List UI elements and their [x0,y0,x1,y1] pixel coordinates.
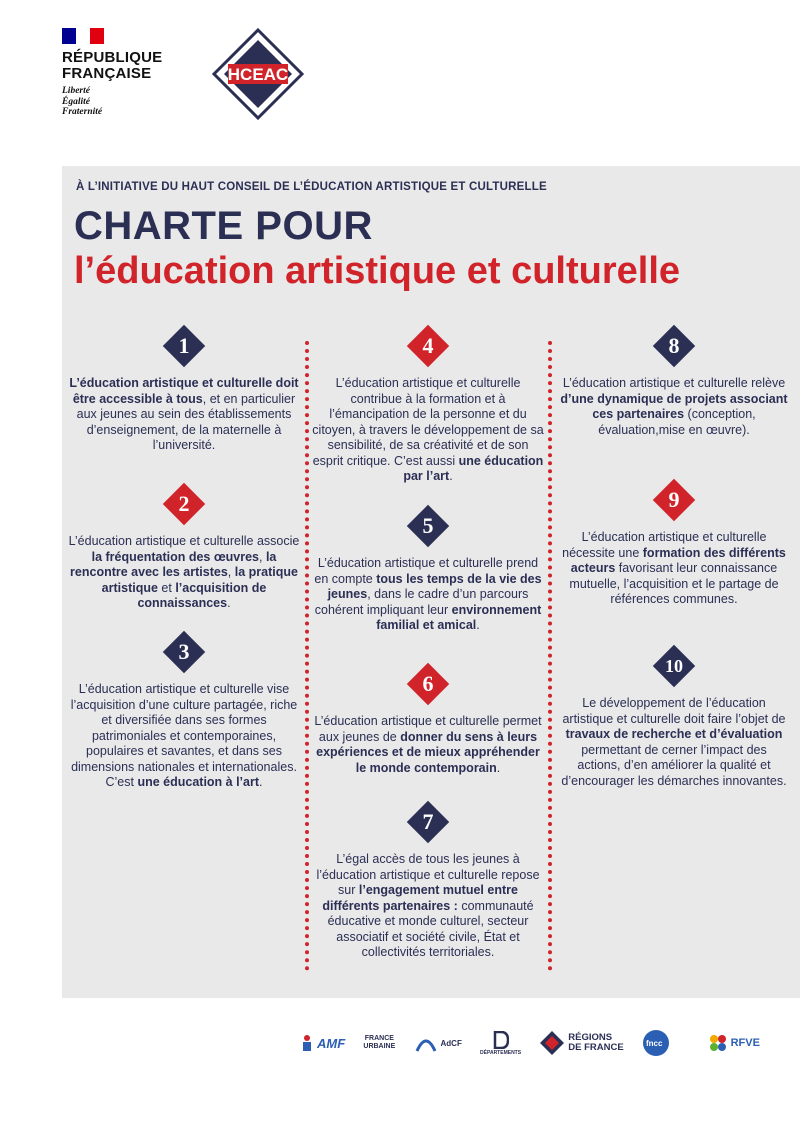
number-diamond-icon [160,480,208,528]
charter-item-1 [68,322,300,454]
item-text [312,376,544,485]
item-number: 1 [178,333,190,358]
item-text-segment: communauté éducative et monde culturel, secteur associatif et société civile, État et collectivités territoriales. [327,898,534,959]
item-number: 3 [178,639,190,664]
item-text-segment: . [496,760,501,775]
item-text-segment: L’éducation artistique et culturelle associe [68,534,300,548]
item-text-segment: et [157,580,176,595]
item-text-emphasis: la rencontre avec les artistes [70,549,277,579]
republique-francaise-logo [62,28,172,118]
item-text-segment: (conception, évaluation,mise en œuvre). [598,407,756,437]
item-number: 2 [178,491,190,516]
column-divider-right [548,341,552,971]
item-text-segment: . [449,469,453,483]
item-number: 8 [668,333,680,358]
item-text [558,376,790,438]
item-number: 5 [422,513,434,538]
item-text [68,682,300,791]
item-text [558,696,790,789]
item-number: 7 [422,809,434,834]
item-text-emphasis: d’une dynamique de projets associant ces partenaires [560,391,788,421]
departements-d-icon [493,1031,509,1049]
item-text-emphasis: formation des différents acteurs [570,545,786,575]
item-text-segment: L’éducation artistique et culturelle permet aux jeunes de [314,714,542,744]
item-text-segment: . [227,596,231,610]
item-text-segment: L’éducation artistique et culturelle prend en compte [314,556,539,586]
item-text-emphasis: une éducation par l’art [403,453,544,483]
republique-francaise-name: RÉPUBLIQUE FRANÇAISE [62,49,163,82]
item-text-emphasis: la pratique artistique [101,565,298,595]
amf-figure-icon [300,1034,314,1052]
charter-item-10 [558,642,790,789]
number-diamond-icon [650,476,698,524]
charter-item-6 [312,660,544,776]
charter-item-7 [312,798,544,961]
departements-de-france-logo: DÉPARTEMENTS [480,1031,521,1056]
item-text [312,556,544,634]
item-number: 6 [422,671,434,696]
item-number: 4 [422,333,434,358]
item-text-emphasis: la fréquentation des œuvres [91,549,259,564]
charter-item-5 [312,502,544,634]
column-divider-left [305,341,309,971]
partner-logos [300,1020,760,1066]
republique-motto: Liberté Égalité Fraternité [62,86,103,117]
charter-item-4 [312,322,544,485]
number-diamond-icon [160,322,208,370]
item-text-segment: , [227,565,235,579]
item-text-emphasis: l’engagement mutuel entre différents partenaires : [322,883,518,913]
item-text-emphasis: travaux de recherche et d’évaluation [565,727,783,741]
item-number: 10 [665,656,683,676]
fncc-logo: fncc [642,1029,689,1057]
charter-title: CHARTE POUR [74,204,373,248]
item-text-segment: . [259,775,263,789]
adcf-arc-icon [414,1031,438,1055]
item-text-segment: favorisant leur connaissance mutuelle, l’acquisition et le partage de références communes. [569,561,779,606]
regions-diamond-icon [539,1030,565,1056]
charter-item-9 [558,476,790,608]
number-diamond-icon [650,322,698,370]
charter-item-3 [68,628,300,791]
item-text-emphasis: donner du sens à leurs expériences et de mieux appréhender le monde contemporain [316,729,540,775]
rfve-leaf-icon [708,1033,728,1053]
item-text-segment: permettant de cerner l’impact des actions, d’en améliorer la qualité et d’encourager les démarches innovantes. [561,742,787,788]
item-text [312,714,544,776]
item-text [68,534,300,612]
item-text [558,530,790,608]
item-text [312,852,544,961]
charter-panel [62,166,800,998]
item-text-emphasis: L’éducation artistique et culturelle doit être accessible à tous [69,376,299,406]
amf-logo: AMF [300,1034,345,1052]
hceac-logo [210,26,306,124]
item-text-segment: , dans le cadre d’un parcours cohérent impliquant leur [314,587,529,617]
item-text-emphasis: environnement familial et amical [376,602,542,632]
item-text-segment: , et en particulier aux jeunes au sein des établissements d’enseignement, de la maternelle à l’université. [76,391,296,452]
number-diamond-icon [160,628,208,676]
svg-text:HCEAC: HCEAC [227,65,289,84]
number-diamond-icon [404,502,452,550]
item-text-segment: L’éducation artistique et culturelle nécessite une [562,530,767,560]
charter-item-2 [68,480,300,612]
item-text-segment: . [476,618,480,632]
regions-de-france-logo: RÉGIONS DE FRANCE [539,1030,623,1056]
number-diamond-icon [404,798,452,846]
adcf-logo: AdCF [414,1031,462,1055]
item-text-emphasis: l’acquisition de connaissances [137,580,267,610]
number-diamond-icon [404,322,452,370]
charter-kicker: À L’INITIATIVE DU HAUT CONSEIL DE L’ÉDUCATION ARTISTIQUE ET CULTURELLE [76,181,547,193]
french-flag-icon [62,28,104,44]
charter-subtitle: l’éducation artistique et culturelle [74,250,681,292]
france-urbaine-logo: FRANCE URBAINE [363,1035,396,1050]
item-text-segment: L’éducation artistique et culturelle vise l’acquisition d’une culture partagée, riche et diversifiée dans ses formes patrimoniales et contemporaines, populaires et savantes, et dans ses dimensions nationales et internationales. C’est [70,682,298,789]
number-diamond-icon [404,660,452,708]
item-number: 9 [668,487,680,512]
number-diamond-icon [650,642,698,690]
item-text-emphasis: tous les temps de la vie des jeunes [327,571,542,601]
rfve-logo: RFVE [708,1033,760,1053]
item-text-segment: L’éducation artistique et culturelle contribue à la formation et à l’émancipation de la personne et du citoyen, à travers le développement de sa sensibilité, de sa créativité et de son esprit critique. C’est aussi [312,376,544,468]
item-text-emphasis: une éducation à l’art [137,775,260,789]
item-text-segment: Le développement de l’éducation artistique et culturelle doit faire l’objet de [562,696,786,726]
item-text-segment: L’égal accès de tous les jeunes à l’éducation artistique et culturelle repose sur [316,852,540,897]
item-text [68,376,300,454]
charter-item-8 [558,322,790,438]
item-text-segment: L’éducation artistique et culturelle relève [562,376,786,390]
item-text-segment: , [259,549,266,564]
